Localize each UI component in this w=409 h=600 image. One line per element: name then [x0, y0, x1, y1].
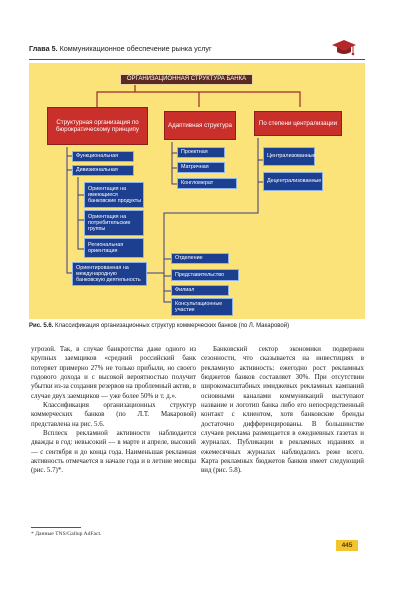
paragraph: угрозой. Так, в случае банкротства даже одного из крупных заемщиков «средний российский банк потеряет примерно 27% не только прибыли, но своего годового дохода и с высокой вероятностью получит убытки из-за создания резервов на проблемный актив, в случае двух заемщиков — уже более 50% и т. д.». [31, 346, 196, 400]
paragraph: Классификация организационных структур коммерческих банков (по Л.Т. Макаровой) представлена на рис. 5.6. [31, 402, 196, 428]
node-div-consumers: Ориентация на потребительские группы [84, 210, 144, 236]
caption-text: Классификация организационных структур коммерческих банков (по Л. Макаровой) [55, 323, 290, 329]
node-div-regional: Региональная ориентация [84, 238, 144, 258]
node-conglomerate: Конгломерат [177, 178, 237, 189]
node-div-products: Ориентация на имеющиеся банковские продукты [84, 182, 144, 208]
node-representation: Представительство [171, 269, 239, 281]
node-international: Ориентированная на международную банковскую деятельность [72, 262, 147, 286]
node-functional: Функциональная [72, 151, 134, 162]
page-number: 445 [336, 540, 358, 551]
footnote: * Данные TNS/Gallup AdFact. [31, 531, 102, 537]
running-header [29, 44, 369, 58]
diagram-figure [29, 63, 365, 319]
node-matrix: Матричная [177, 162, 225, 173]
node-project: Проектная [177, 147, 225, 158]
caption-label: Рис. 5.6. [29, 323, 54, 329]
chapter-number: Глава 5. [29, 44, 58, 53]
graduation-cap-icon [330, 36, 358, 58]
paragraph: Всплеск рекламной активности наблюдается дважды в год: невысокий — в марте и апреле, высокий — с сентября и до конца года. Наименьшая рекламная активность отмечается в начале года и в летние месяцы (рис. 5.7)*. [31, 430, 196, 475]
node-department: Отделение [171, 253, 229, 264]
node-decentralized: Децентрализованные [263, 172, 323, 191]
node-consulting: Консультационные участие [171, 298, 233, 316]
chapter-title: Коммуникационное обеспечение рынка услуг [59, 44, 212, 53]
node-centralized: Централизованные [263, 147, 315, 166]
diagram-root: ОРГАНИЗАЦИОННАЯ СТРУКТУРА БАНКА [120, 74, 253, 85]
category-centralization: По степени централизации [254, 111, 342, 136]
figure-caption [29, 323, 365, 333]
node-branch: Филиал [171, 285, 229, 296]
paragraph: Банковский сектор экономики подвержен сезонности, что сказывается на инвестициях в рекламную активность: ежегодно рост рекламных бюджетов банков составляет 30%. При отсутствии широкомасштабных имиджевых рекламных кампаний основными каналами коммуникаций выступают название и логотип банка либо его непосредственный контакт с клиентом, хотя банковские бренды достаточно дифференцированы. В большинстве случаев реклама размещается в ежедневных газетах и журналах. Публикации в рекламных изданиях и ежемесячных журналах наблюдались реже всего. Карта рекламных бюджетов банков имеет следующий вид (рис. 5.8). [201, 346, 364, 475]
footnote-rule [31, 527, 81, 528]
header-rule [29, 59, 365, 60]
category-bureaucratic: Структурная организация по бюрократическому принципу [47, 107, 148, 145]
node-divisional: Дивизиональная [72, 165, 134, 176]
left-column [31, 345, 196, 476]
right-column [201, 345, 364, 476]
category-adaptive: Адаптивная структура [164, 111, 236, 140]
